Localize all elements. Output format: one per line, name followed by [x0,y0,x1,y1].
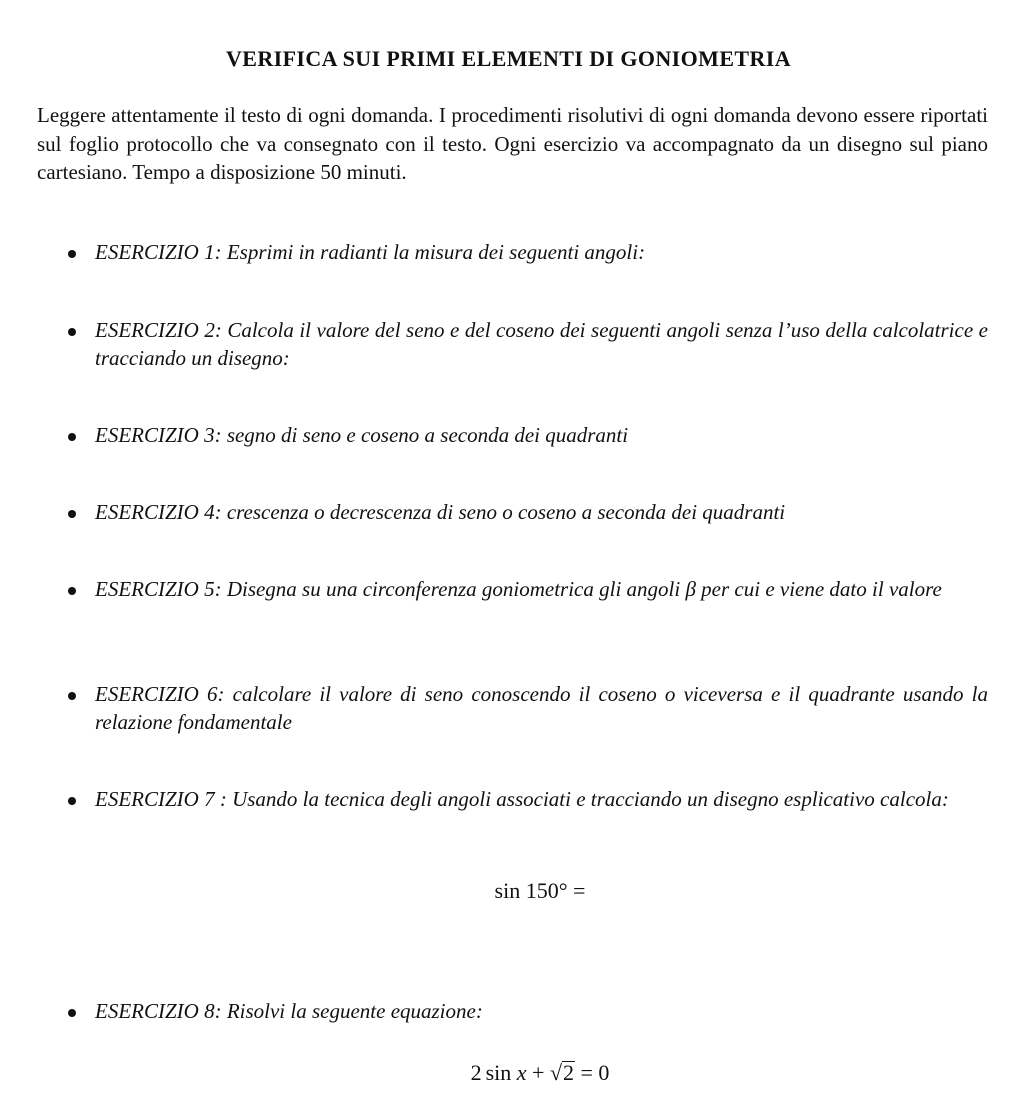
formula-variable: x [516,1060,527,1085]
exercise-item [95,238,988,266]
exercise-text: ESERCIZIO 1: Esprimi in radianti la misura dei seguenti angoli: [95,240,646,264]
formula-operator: + [532,1060,545,1085]
exercise-item [95,575,988,603]
exercise-item [95,421,988,449]
formula-angle: 150° [525,878,568,903]
exercise-item [95,680,988,736]
formula-sin-150 [0,878,1017,904]
instructions-paragraph: Leggere attentamente il testo di ogni domanda. I procedimenti risolutivi di ogni domanda devono essere riportati sul foglio protocollo che va consegnato con il testo. Ogni esercizio va accompagnato da un disegno sul piano cartesiano. Tempo a disposizione 50 minuti. [37,103,988,184]
bullet-icon [68,433,76,441]
bullet-icon [68,1009,76,1017]
bullet-icon [68,587,76,595]
exercise-text: ESERCIZIO 7 : Usando la tecnica degli angoli associati e tracciando un disegno esplicativo calcola: [95,787,949,811]
formula-func: sin [485,1060,512,1085]
bullet-icon [68,510,76,518]
exercise-item [95,997,988,1025]
bullet-icon [68,250,76,258]
bullet-icon [68,328,76,336]
exercise-item [95,316,988,372]
bullet-icon [68,692,76,700]
exercise-text: ESERCIZIO 4: crescenza o decrescenza di seno o coseno a seconda dei quadranti [95,500,786,524]
exercise-text: ESERCIZIO 2: Calcola il valore del seno e del coseno dei seguenti angoli senza l’uso della calcolatrice e tracciando un disegno: [95,318,988,370]
formula-equals: = 0 [580,1060,610,1085]
formula-func: sin [494,878,521,903]
exercise-item [95,498,988,526]
exercise-text: ESERCIZIO 6: calcolare il valore di seno conoscendo il coseno o viceversa e il quadrante usando la relazione fondamentale [95,682,988,734]
formula-equation [0,1060,1017,1086]
formula-radicand: 2 [563,1060,575,1085]
exercise-text: ESERCIZIO 3: segno di seno e coseno a seconda dei quadranti [95,423,629,447]
exercise-text: ESERCIZIO 5: Disegna su una circonferenza goniometrica gli angoli β per cui e viene dato il valore [95,577,942,601]
bullet-icon [68,797,76,805]
formula-coef: 2 [470,1060,482,1085]
formula-equals: = [573,878,586,903]
exercise-item [95,785,988,813]
radical-icon: √ [549,1060,563,1085]
exercise-text: ESERCIZIO 8: Risolvi la seguente equazione: [95,999,483,1023]
square-root [550,1060,575,1086]
document-title: VERIFICA SUI PRIMI ELEMENTI DI GONIOMETRIA [225,46,792,71]
